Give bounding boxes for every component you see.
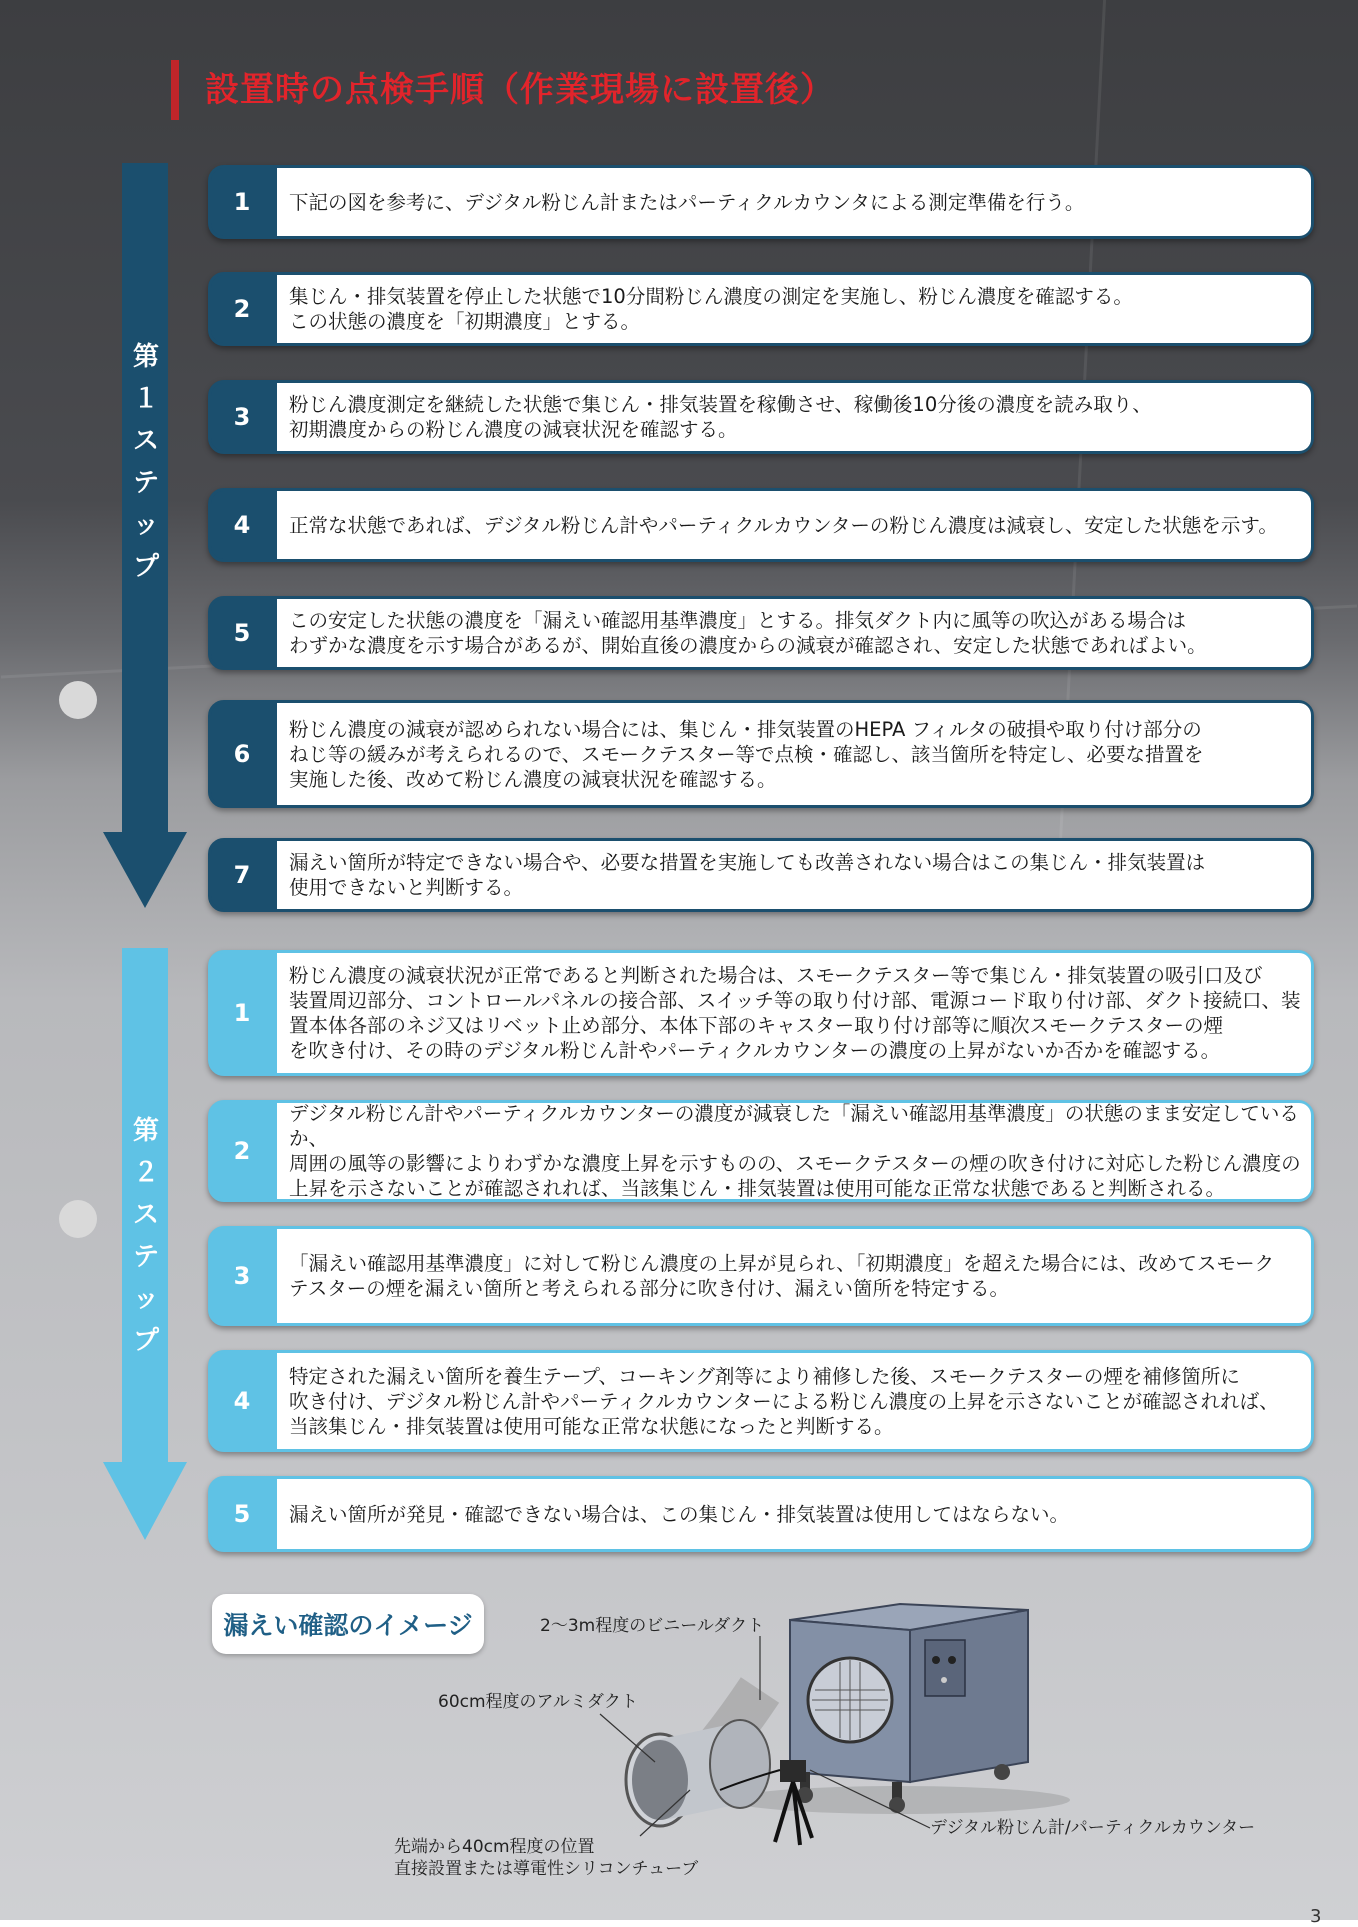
item-number: 5 bbox=[233, 1500, 251, 1528]
item-text: 下記の図を参考に、デジタル粉じん計またはパーティクルカウンタによる測定準備を行う。 bbox=[289, 190, 1085, 214]
item-number: 5 bbox=[233, 619, 251, 647]
page-title: 設置時の点検手順（作業現場に設置後） bbox=[205, 70, 835, 110]
item-number: 2 bbox=[233, 1137, 251, 1165]
page-number: 3 bbox=[1310, 1906, 1322, 1927]
image-section-title: 漏えい確認のイメージ bbox=[212, 1594, 484, 1654]
step-label-char: 第 bbox=[132, 1116, 159, 1146]
item-text: 集じん・排気装置を停止した状態で10分間粉じん濃度の測定を実施し、粉じん濃度を確認する。 この状態の濃度を「初期濃度」とする。 bbox=[289, 285, 1133, 333]
item-text: 漏えい箇所が特定できない場合や、必要な措置を実施しても改善されない場合はこの集じん・排気装置は 使用できないと判断する。 bbox=[289, 851, 1206, 899]
item-number: 7 bbox=[233, 861, 251, 889]
meter-label: デジタル粉じん計/パーティクルカウンター bbox=[930, 1818, 1256, 1838]
step-label-char: テ bbox=[132, 1242, 159, 1272]
item-number: 6 bbox=[233, 740, 251, 768]
item-number: 4 bbox=[233, 511, 251, 539]
step-label-char: ッ bbox=[132, 510, 159, 540]
item-text: この安定した状態の濃度を「漏えい確認用基準濃度」とする。排気ダクト内に風等の吹込がある場合は わずかな濃度を示す場合があるが、開始直後の濃度からの減衰が確認され、安定した状態であればよい。 bbox=[289, 609, 1207, 657]
item-number: 4 bbox=[233, 1387, 251, 1415]
item-number: 1 bbox=[233, 999, 251, 1027]
item-text: 粉じん濃度の減衰状況が正常であると判断された場合は、スモークテスター等で集じん・排気装置の吸引口及び 装置周辺部分、コントロールパネルの接合部、スイッチ等の取り付け部、電源コード取り付け部、ダクト接続口、装 置本体各部のネジ又はリベット止め部分、本体下部のキャスター取り付け部等に順次スモークテスターの煙 を吹き付け、その時のデジタル粉じん計やパーティクルカウンターの濃度の上昇がないか否かを確認する。 bbox=[289, 964, 1301, 1062]
vinyl-duct-label: 2〜3m程度のビニールダクト bbox=[540, 1616, 765, 1636]
item-number: 3 bbox=[233, 403, 251, 431]
step-label-char: テ bbox=[132, 468, 159, 498]
step-label-char: プ bbox=[132, 552, 159, 582]
item-text: 粉じん濃度の減衰が認められない場合には、集じん・排気装置のHEPA フィルタの破損や取り付け部分の ねじ等の緩みが考えられるので、スモークテスター等で点検・確認し、該当箇所を特定し、必要な措置を 実施した後、改めて粉じん濃度の減衰状況を確認する。 bbox=[289, 717, 1204, 791]
step-label-char: 第 bbox=[132, 342, 159, 372]
step-label-char: ス bbox=[132, 426, 159, 456]
step-label-char: ス bbox=[132, 1200, 159, 1230]
step-label-char: ッ bbox=[132, 1284, 159, 1314]
item-text: 特定された漏えい箇所を養生テープ、コーキング剤等により補修した後、スモークテスターの煙を補修箇所に 吹き付け、デジタル粉じん計やパーティクルカウンターによる粉じん濃度の上昇を示さないことが確認されれば、 当該集じん・排気装置は使用可能な正常な状態になったと判断する。 bbox=[289, 1364, 1279, 1438]
alumi-duct-label: 60cm程度のアルミダクト bbox=[438, 1692, 638, 1712]
item-text: デジタル粉じん計やパーティクルカウンターの濃度が減衰した「漏えい確認用基準濃度」の状態のまま安定しているか、 周囲の風等の影響によりわずかな濃度上昇を示すものの、スモークテスターの煙の吹き付けに対応した粉じん濃度の 上昇を示さないことが確認されれば、当該集じん・排気装置は使用可能な正常な状態であると判断される。 bbox=[289, 1102, 1301, 1200]
step-label-char: ２ bbox=[132, 1158, 159, 1188]
item-text: 粉じん濃度測定を継続した状態で集じん・排気装置を稼働させ、稼働後10分後の濃度を読み取り、 初期濃度からの粉じん濃度の減衰状況を確認する。 bbox=[289, 393, 1152, 441]
item-number: 3 bbox=[233, 1262, 251, 1290]
item-number: 1 bbox=[233, 188, 251, 216]
step-label-char: １ bbox=[132, 384, 159, 414]
item-text: 漏えい箇所が発見・確認できない場合は、この集じん・排気装置は使用してはならない。 bbox=[289, 1502, 1070, 1526]
item-text: 正常な状態であれば、デジタル粉じん計やパーティクルカウンターの粉じん濃度は減衰し、安定した状態を示す。 bbox=[289, 513, 1278, 537]
step-label-char: プ bbox=[132, 1326, 159, 1356]
position-label: 先端から40cm程度の位置 直接設置または導電性シリコンチューブ bbox=[394, 1837, 699, 1879]
item-text: 「漏えい確認用基準濃度」に対して粉じん濃度の上昇が見られ、「初期濃度」を超えた場合には、改めてスモーク テスターの煙を漏えい箇所と考えられる部分に吹き付け、漏えい箇所を特定する。 bbox=[289, 1252, 1275, 1300]
item-number: 2 bbox=[233, 295, 251, 323]
